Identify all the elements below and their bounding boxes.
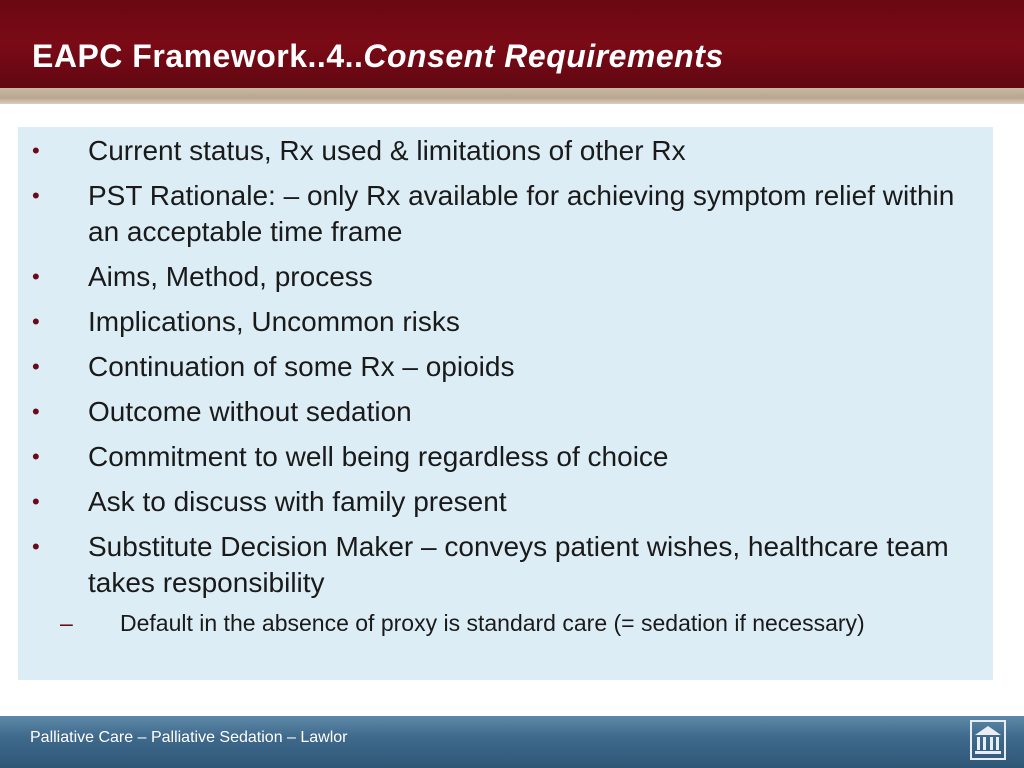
bullet-item bbox=[18, 349, 993, 385]
bullet-text: Continuation of some Rx – opioids bbox=[88, 351, 515, 382]
bullet-icon: • bbox=[32, 138, 40, 163]
slide-title bbox=[32, 38, 724, 75]
bullet-icon: • bbox=[32, 183, 40, 208]
bullet-text: Aims, Method, process bbox=[88, 261, 373, 292]
bullet-text: Current status, Rx used & limitations of other Rx bbox=[88, 135, 686, 166]
bullet-icon: • bbox=[32, 399, 40, 424]
title-main: EAPC Framework..4.. bbox=[32, 38, 364, 74]
bullet-item bbox=[18, 178, 993, 250]
bullet-item bbox=[18, 484, 993, 520]
bullet-text: Implications, Uncommon risks bbox=[88, 306, 460, 337]
bullet-text: Substitute Decision Maker – conveys patient wishes, healthcare team takes responsibility bbox=[88, 531, 949, 598]
bullet-list bbox=[18, 133, 993, 638]
sub-bullet-text: Default in the absence of proxy is standard care (= sedation if necessary) bbox=[120, 610, 865, 636]
dash-icon: – bbox=[60, 610, 73, 636]
bullet-text: Ask to discuss with family present bbox=[88, 486, 507, 517]
bullet-item bbox=[18, 304, 993, 340]
bullet-icon: • bbox=[32, 444, 40, 469]
bullet-item bbox=[18, 529, 993, 601]
bullet-text: Outcome without sedation bbox=[88, 396, 412, 427]
footer-text: Palliative Care – Palliative Sedation – Lawlor bbox=[30, 729, 348, 746]
bullet-icon: • bbox=[32, 489, 40, 514]
bullet-item bbox=[18, 259, 993, 295]
title-divider bbox=[0, 88, 1024, 104]
institution-building-icon bbox=[970, 720, 1006, 760]
bullet-text: Commitment to well being regardless of choice bbox=[88, 441, 669, 472]
bullet-item bbox=[18, 439, 993, 475]
sub-bullet-item bbox=[18, 608, 993, 638]
bullet-icon: • bbox=[32, 309, 40, 334]
title-italic: Consent Requirements bbox=[363, 38, 724, 74]
bullet-text: PST Rationale: – only Rx available for achieving symptom relief within an acceptable time frame bbox=[88, 180, 955, 247]
bullet-item bbox=[18, 394, 993, 430]
bullet-icon: • bbox=[32, 354, 40, 379]
bullet-icon: • bbox=[32, 534, 40, 559]
footer-bar bbox=[0, 716, 1024, 768]
content-panel bbox=[18, 127, 993, 680]
bullet-item bbox=[18, 133, 993, 169]
title-bar bbox=[0, 0, 1024, 98]
bullet-icon: • bbox=[32, 264, 40, 289]
